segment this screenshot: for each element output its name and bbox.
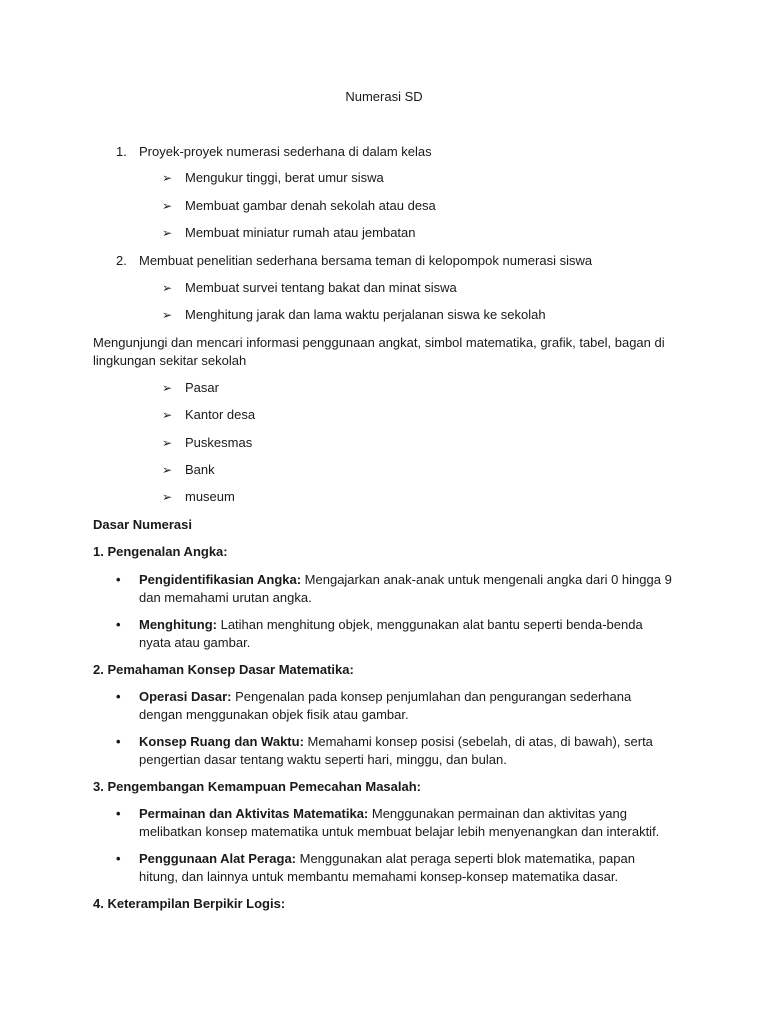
bullet-text: Latihan menghitung objek, menggunakan alat bantu seperti benda-benda nyata atau gambar.	[139, 617, 643, 650]
item-text: Proyek-proyek numerasi sederhana di dalam kelas	[139, 144, 432, 159]
bullet-item	[116, 733, 676, 769]
bullet-item	[116, 805, 676, 841]
numbered-item-2	[116, 252, 592, 270]
arrow-bullet-icon: ➢	[162, 490, 173, 504]
section-heading: 1. Pengenalan Angka:	[93, 544, 228, 559]
item-number: 1.	[116, 144, 127, 159]
bullet-dot-icon: •	[116, 806, 121, 821]
visit-paragraph: Mengunjungi dan mencari informasi penggunaan angkat, simbol matematika, grafik, tabel, bagan di lingkungan sekitar sekolah	[93, 335, 665, 368]
bullet-label: Pengidentifikasian Angka:	[139, 572, 302, 587]
arrow-bullet-icon: ➢	[162, 199, 173, 213]
bullet-dot-icon: •	[116, 689, 121, 704]
bullet-label: Menghitung:	[139, 617, 217, 632]
arrow-bullet-icon: ➢	[162, 281, 173, 295]
list-item	[162, 169, 384, 187]
bullet-label: Operasi Dasar:	[139, 689, 232, 704]
list-item	[162, 224, 416, 242]
list-item-text: Puskesmas	[185, 435, 253, 450]
bullet-dot-icon: •	[116, 734, 121, 749]
bullet-item	[116, 850, 676, 886]
list-item-text: Mengukur tinggi, berat umur siswa	[185, 170, 384, 185]
bullet-text: Pengenalan pada konsep penjumlahan dan pengurangan sederhana dengan menggunakan objek fisik atau gambar.	[139, 689, 632, 722]
list-item-text: Bank	[185, 462, 215, 477]
section-heading: 2. Pemahaman Konsep Dasar Matematika:	[93, 662, 354, 677]
section-heading: 4. Keterampilan Berpikir Logis:	[93, 896, 286, 911]
bullet-item	[116, 571, 676, 607]
item-number: 2.	[116, 253, 127, 268]
list-item-text: Membuat gambar denah sekolah atau desa	[185, 198, 436, 213]
arrow-bullet-icon: ➢	[162, 463, 173, 477]
list-item	[162, 379, 219, 397]
list-item-text: Membuat survei tentang bakat dan minat siswa	[185, 280, 457, 295]
arrow-bullet-icon: ➢	[162, 171, 173, 185]
bullet-text: Menggunakan alat peraga seperti blok matematika, papan hitung, dan lainnya untuk membantu memahami konsep-konsep matematika dasar.	[139, 851, 635, 884]
list-item	[162, 306, 546, 324]
bullet-dot-icon: •	[116, 572, 121, 587]
arrow-bullet-icon: ➢	[162, 226, 173, 240]
bullet-item	[116, 616, 676, 652]
bullet-dot-icon: •	[116, 851, 121, 866]
section-heading: 3. Pengembangan Kemampuan Pemecahan Masalah:	[93, 779, 421, 794]
arrow-bullet-icon: ➢	[162, 308, 173, 322]
section-heading: Dasar Numerasi	[93, 517, 192, 532]
list-item	[162, 434, 252, 452]
bullet-text: Memahami konsep posisi (sebelah, di atas, di bawah), serta pengertian dasar tentang waktu seperti hari, minggu, dan bulan.	[139, 734, 653, 767]
list-item	[162, 488, 235, 506]
numbered-item-1	[116, 143, 432, 161]
arrow-bullet-icon: ➢	[162, 381, 173, 395]
arrow-bullet-icon: ➢	[162, 436, 173, 450]
list-item-text: Kantor desa	[185, 407, 256, 422]
bullet-label: Penggunaan Alat Peraga:	[139, 851, 296, 866]
list-item-text: Membuat miniatur rumah atau jembatan	[185, 225, 416, 240]
document-title: Numerasi SD	[345, 89, 423, 104]
bullet-label: Konsep Ruang dan Waktu:	[139, 734, 304, 749]
bullet-item	[116, 688, 676, 724]
list-item	[162, 197, 436, 215]
bullet-label: Permainan dan Aktivitas Matematika:	[139, 806, 369, 821]
list-item-text: museum	[185, 489, 235, 504]
list-item	[162, 406, 255, 424]
list-item-text: Menghitung jarak dan lama waktu perjalanan siswa ke sekolah	[185, 307, 546, 322]
list-item	[162, 461, 215, 479]
list-item-text: Pasar	[185, 380, 219, 395]
arrow-bullet-icon: ➢	[162, 408, 173, 422]
bullet-text: Mengajarkan anak-anak untuk mengenali angka dari 0 hingga 9 dan memahami urutan angka.	[139, 572, 672, 605]
bullet-text: Menggunakan permainan dan aktivitas yang melibatkan konsep matematika untuk membuat belajar lebih menyenangkan dan interaktif.	[139, 806, 660, 839]
bullet-dot-icon: •	[116, 617, 121, 632]
list-item	[162, 279, 457, 297]
item-text: Membuat penelitian sederhana bersama teman di kelopompok numerasi siswa	[139, 253, 593, 268]
